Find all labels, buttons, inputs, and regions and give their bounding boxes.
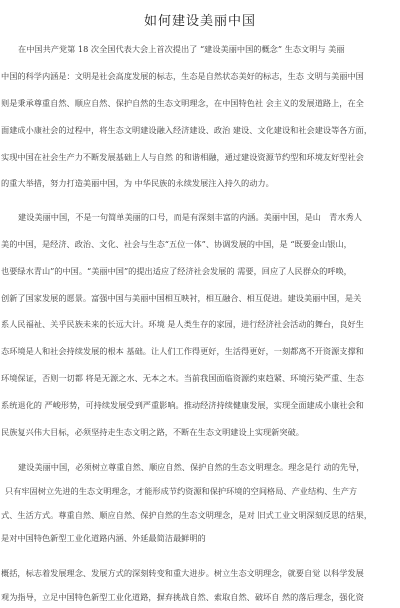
paragraph-3-line-6: 概括，标志着发展理念、发展方式的深刻转变和重大进步。树立生态文明理念，就要自觉 以科学发展: [1, 568, 364, 578]
paragraph-2-line-3: 也要绿水青山”的中国。“美丽中国”的提出适应了经济社会发展的 需要，回应了人民群众的呼唤，: [1, 266, 352, 276]
paragraph-2-line-4: 创新了国家发展的愿景。富强中国与美丽中国相互映衬，相互融合、相互促进。建设美丽中国，是关: [1, 293, 362, 303]
paragraph-1-line-5: 实现中国在社会生产力不断发展基础上人与自然 的和谐相融，通过建设资源节约型和环境友好型社会: [1, 152, 364, 162]
paragraph-2-line-5: 系人民福祉、关乎民族未来的长远大计。环境 是人类生存的家园，进行经济社会活动的舞台，良好生: [1, 319, 364, 329]
paragraph-3-line-3: 式、生活方式。尊重自然、顺应自然、保护自然的生态文明理念，是对 旧式工业文明深刻反思的结果，: [1, 510, 373, 520]
paragraph-1-line-4: 面建成小康社会的过程中，将生态文明建设融入经济建设、政治 建设、文化建设和社会建设等各方面，: [1, 125, 373, 135]
page-title: 如何建设美丽中国: [143, 14, 256, 29]
paragraph-1-line-2: 中国的科学内涵是：文明是社会高度发展的标志，生态是自然状态美好的标志，生态 文明与美丽中国: [1, 71, 364, 81]
paragraph-2-line-6: 态环境是人和社会持续发展的根本 基础。让人们工作得更好，生活得更好，一刻都离不开资源支撑和: [1, 346, 364, 356]
paragraph-2-line-1: 建设美丽中国，不是一句简单美丽的口号，而是有深刻丰富的内涵。美丽中国，是山 青水秀人: [18, 212, 362, 222]
paragraph-1-line-1: 在中国共产党第 18 次全国代表大会上首次提出了 “建设美丽中国的概念” 生态文明与 美丽: [18, 44, 345, 54]
paragraph-2-line-2: 美的中国，是经济、政治、文化、社会与生态“五位一体”、协调发展的中国，是 “既要金山银山，: [1, 239, 352, 249]
paragraph-3-line-7: 观为指导，立足中国特色新型工业化道路，摒弃挑战自然、索取自然、破坏自 然的落后理念，强化资: [1, 592, 364, 602]
paragraph-2-line-8: 系统退化的 严峻形势，可持续发展受到严重影响。推动经济持续健康发展，实现全面建成小康社会和: [1, 400, 364, 410]
paragraph-3-line-1: 建设美丽中国，必须树立尊重自然、顺应自然、保护自然的生态文明理念。理念是行 动的先导，: [18, 462, 365, 472]
paragraph-1-line-6: 的重大举措，努力打造美丽中国，为 中华民族的永续发展注入持久的动力。: [1, 178, 274, 188]
paragraph-3-line-4: 是对中国特色新型工业化道路内涵、外延最简洁最鲜明的: [1, 533, 206, 543]
paragraph-2-line-7: 环境保证，否则一切都 将是无源之水、无本之木。当前我国面临资源约束趋紧、环境污染严重、生态: [1, 373, 364, 383]
paragraph-3-line-2: 只有牢固树立先进的生态文明理念，才能形成节约资源和保护环境的空间格局、产业结构、生产方: [5, 486, 358, 496]
paragraph-1-line-3: 则是秉承尊重自然、顺应自然、保护自然的生态文明理念，在中国特色社 会主义的发展道路上，在全: [1, 98, 364, 108]
paragraph-2-line-9: 民族复兴伟大目标，必须坚持走生态文明之路，不断在生态文明建设上实现新突破。: [1, 427, 304, 437]
